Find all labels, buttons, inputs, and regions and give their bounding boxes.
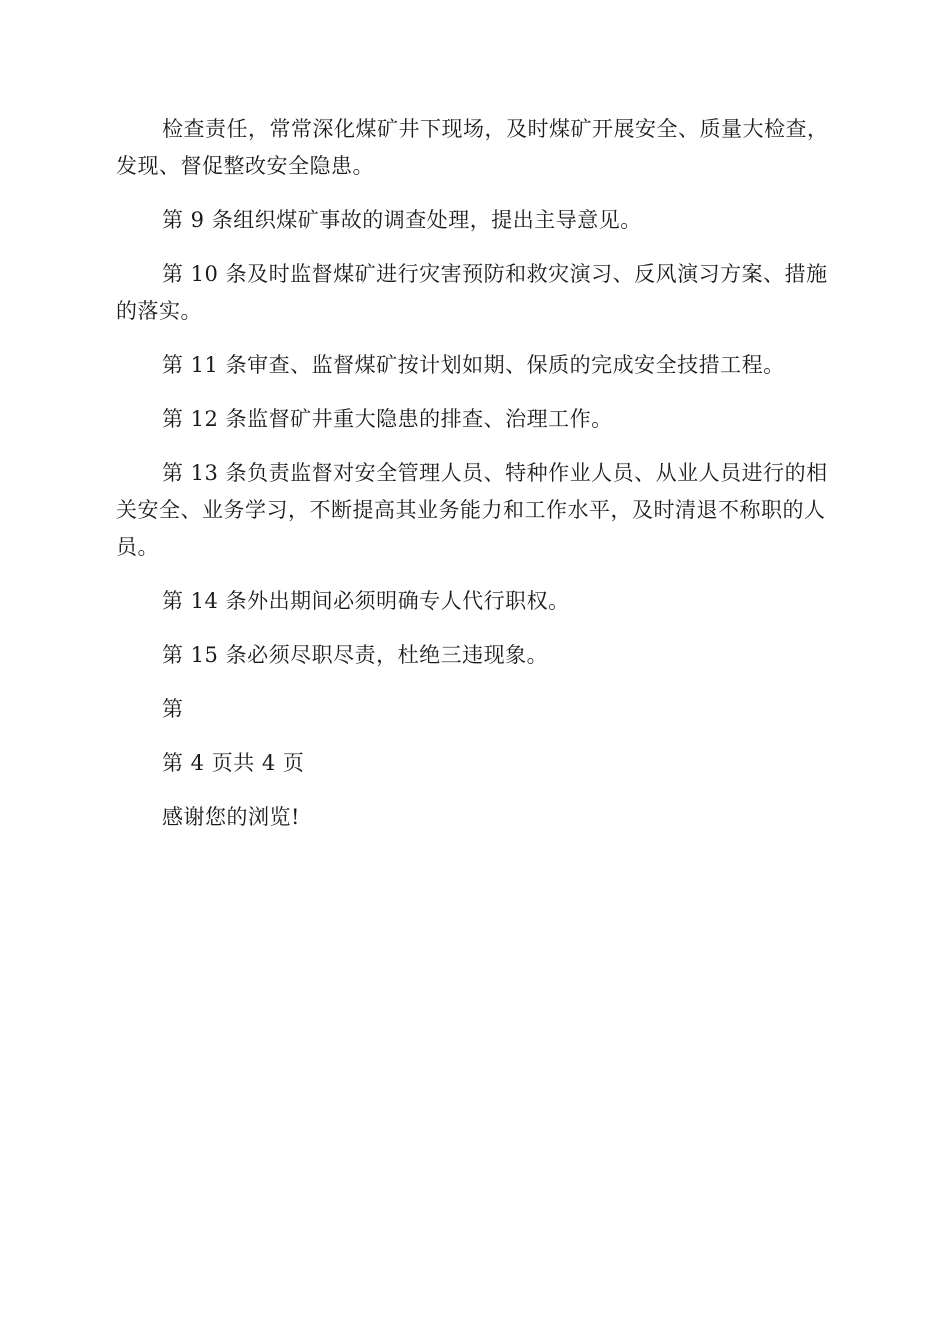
paragraph-article-15: 第 15 条必须尽职尽责，杜绝三违现象。: [162, 643, 549, 667]
paragraph-article-14: 第 14 条外出期间必须明确专人代行职权。: [162, 589, 570, 613]
paragraph-article-12: 第 12 条监督矿井重大隐患的排查、治理工作。: [162, 407, 613, 431]
paragraph-fragment: 第: [162, 697, 184, 721]
paragraph-article-11: 第 11 条审查、监督煤矿按计划如期、保质的完成安全技措工程。: [162, 353, 785, 377]
paragraph-inspection-duty: 检查责任，常常深化煤矿井下现场，及时煤矿开展安全、质量大检查，发现、督促整改安全隐患。: [116, 117, 829, 178]
paragraph-article-10: 第 10 条及时监督煤矿进行灾害预防和救灾演习、反风演习方案、措施的落实。: [116, 262, 828, 323]
page-number: 第 4 页共 4 页: [162, 751, 305, 775]
document-body: [116, 111, 836, 853]
paragraph-article-9: 第 9 条组织煤矿事故的调查处理，提出主导意见。: [162, 208, 642, 232]
closing-thanks: 感谢您的浏览!: [162, 805, 300, 829]
paragraph-article-13: 第 13 条负责监督对安全管理人员、特种作业人员、从业人员进行的相关安全、业务学习，不断提高其业务能力和工作水平，及时清退不称职的人员。: [116, 461, 828, 559]
